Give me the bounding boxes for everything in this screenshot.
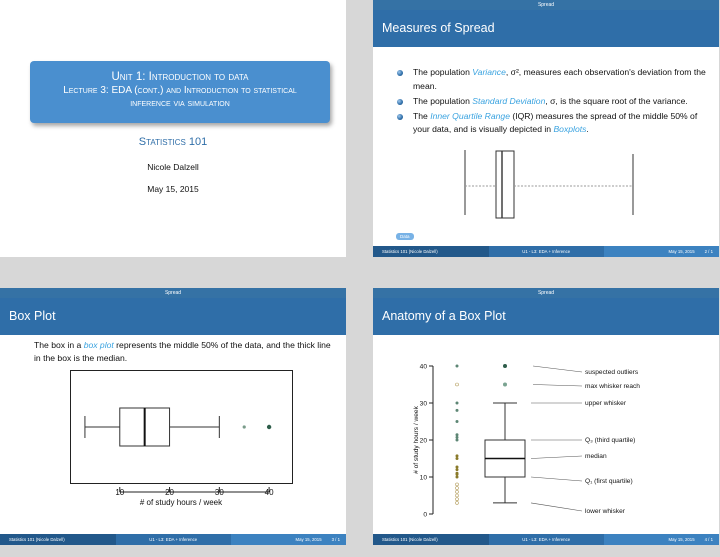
annotation-label: upper whisker: [585, 400, 627, 407]
footer: [373, 534, 719, 545]
annotation-arrow: [531, 456, 582, 459]
data-point: [456, 433, 459, 436]
data-point: [456, 409, 459, 412]
section-header: Spread: [373, 0, 719, 10]
slide-title: Anatomy of a Box Plot: [373, 298, 719, 335]
bullet-icon: [397, 99, 403, 105]
data-point: [456, 439, 459, 442]
data-point: [456, 420, 459, 423]
slide-title: Measures of Spread: [373, 10, 719, 47]
data-point: [456, 457, 459, 460]
section-header: Spread: [373, 288, 719, 298]
footer-lecture: U1 - L3: EDA + Inference: [489, 534, 604, 545]
footer-date-page: May 15, 2015 3 / 1: [231, 534, 346, 545]
data-point: [456, 490, 459, 493]
lecture-title-line2: inference via simulation: [130, 98, 230, 109]
data-point: [456, 494, 459, 497]
y-tick-label: 0: [423, 511, 427, 519]
footer-lecture: U1 - L3: EDA + Inference: [489, 246, 604, 257]
annotation-label: suspected outliers: [585, 369, 639, 376]
author-name: Nicole Dalzell: [147, 162, 199, 172]
footer-date-page: May 15, 2015 4 / 1: [604, 534, 719, 545]
footer: [373, 246, 719, 257]
section-header: Spread: [0, 288, 346, 298]
data-point: [456, 365, 459, 368]
y-tick-label: 20: [419, 437, 427, 445]
y-tick-label: 40: [419, 363, 427, 371]
course-name: Statistics 101: [138, 136, 208, 148]
annotation-arrow: [533, 385, 582, 387]
iqr-box: [496, 151, 514, 218]
x-tick-label: 40: [264, 488, 274, 497]
page-number: 4 / 1: [704, 537, 713, 542]
data-point: [456, 468, 459, 471]
lecture-title-line1: Lecture 3: EDA (cont.) and Introduction to statistical: [63, 85, 297, 96]
data-point: [456, 483, 459, 486]
bullet-list: [393, 66, 711, 138]
bullet-icon: [397, 70, 403, 76]
data-point: [456, 436, 459, 439]
title-block: [30, 61, 330, 123]
vertical-boxplot-chart: [373, 288, 719, 545]
bullet-standard-deviation: The population Standard Deviation, σ, is the square root of the variance.: [393, 95, 711, 109]
data-point: [456, 472, 459, 475]
annotation-arrow: [531, 477, 582, 481]
bullet-variance: The population Variance, σ², measures each observation's deviation from the mean.: [393, 66, 711, 93]
annotation-label: Q₃ (third quartile): [585, 437, 636, 444]
slide-title: [0, 0, 346, 257]
page-number: 3 / 1: [331, 537, 340, 542]
slide-anatomy-box-plot: [373, 288, 719, 545]
x-axis-label: # of study hours / week: [139, 498, 223, 507]
data-point: [456, 383, 459, 386]
annotation-label: max whisker reach: [585, 383, 640, 390]
annotation-arrow: [531, 503, 582, 511]
annotation-label: median: [585, 453, 607, 460]
horizontal-boxplot-chart: [0, 288, 346, 545]
footer: [0, 534, 346, 545]
y-tick-label: 10: [419, 474, 427, 482]
data-point: [456, 454, 459, 457]
annotation-label: Q₁ (first quartile): [585, 478, 633, 485]
outlier-point: [503, 364, 507, 368]
annotation-arrow: [533, 366, 582, 372]
slide-box-plot: [0, 288, 346, 545]
bullet-iqr: The Inner Quartile Range (IQR) measures the spread of the middle 50% of your data, and is visually depicted in Boxplots.: [393, 110, 711, 137]
outlier-point: [267, 425, 271, 429]
slide-title: Box Plot: [0, 298, 346, 335]
bullet-icon: [397, 114, 403, 120]
footer-author: Statistics 101 (Nicole Dalzell): [373, 246, 489, 257]
annotation-label: lower whisker: [585, 508, 625, 515]
outlier-point: [243, 425, 246, 428]
page-number: 2 / 1: [704, 249, 713, 254]
data-point: [456, 402, 459, 405]
outlier-point: [503, 383, 507, 387]
data-point: [456, 501, 459, 504]
x-tick-label: 20: [165, 488, 175, 497]
presentation-date: May 15, 2015: [147, 184, 199, 194]
y-axis-label: # of study hours / week: [413, 406, 420, 474]
data-point: [456, 498, 459, 501]
data-point: [456, 476, 459, 479]
footer-author: Statistics 101 (Nicole Dalzell): [0, 534, 116, 545]
data-button[interactable]: Data: [396, 233, 414, 240]
footer-lecture: U1 - L3: EDA + Inference: [116, 534, 231, 545]
boxplot-illustration: [373, 140, 719, 230]
x-tick-label: 10: [115, 488, 125, 497]
x-tick-label: 30: [214, 488, 224, 497]
slide-measures-of-spread: [373, 0, 719, 257]
unit-title: Unit 1: Introduction to data: [111, 71, 249, 83]
footer-author: Statistics 101 (Nicole Dalzell): [373, 534, 489, 545]
data-point: [456, 487, 459, 490]
y-tick-label: 30: [419, 400, 427, 408]
data-point: [456, 466, 459, 469]
slide-body-text: The box in a box plot represents the middle 50% of the data, and the thick line in the box is the median.: [34, 340, 331, 363]
footer-date-page: May 15, 2015 2 / 1: [604, 246, 719, 257]
